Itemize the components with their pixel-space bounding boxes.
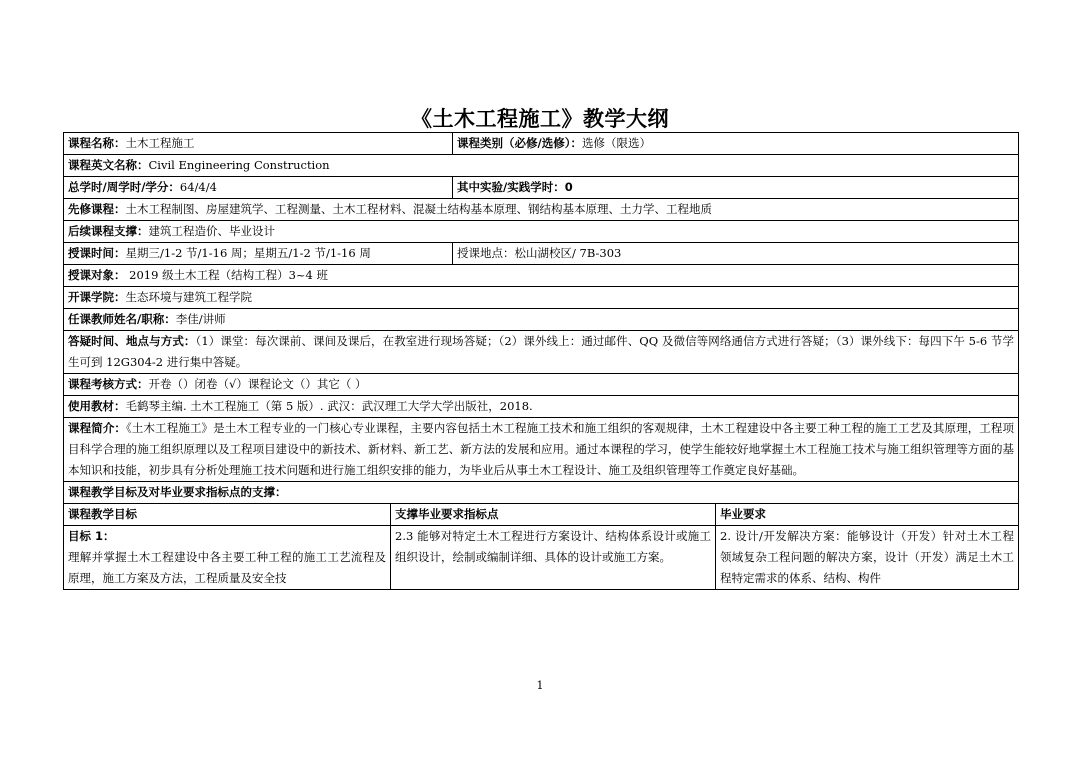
row-college xyxy=(64,287,1019,309)
english-name-value: Civil Engineering Construction xyxy=(148,158,330,172)
row-objectives-headers xyxy=(64,504,1019,526)
goal-1-title: 目标 1： xyxy=(68,529,115,543)
prerequisites-value: 土木工程制图、房屋建筑学、工程测量、土木工程材料、混凝土结构基本原理、钢结构基本原理、土力学、工程地质 xyxy=(125,202,712,216)
row-intro xyxy=(64,418,1019,482)
audience-cell xyxy=(64,265,1019,287)
indicator-1-cell: 2.3 能够对特定土木工程进行方案设计、结构体系设计或施工组织设计，绘制或编制详细、具体的设计或施工方案。 xyxy=(391,526,716,590)
course-name-label: 课程名称： xyxy=(68,136,126,150)
objectives-heading-label: 课程教学目标及对毕业要求指标点的支撑： xyxy=(68,485,287,499)
header-requirement: 毕业要求 xyxy=(716,504,1019,526)
college-label: 开课学院： xyxy=(68,290,126,304)
row-teacher xyxy=(64,309,1019,331)
teacher-cell xyxy=(64,309,1019,331)
qa-label: 答疑时间、地点与方式： xyxy=(68,334,196,348)
row-english-name xyxy=(64,155,1019,177)
hours-value: 64/4/4 xyxy=(179,180,217,194)
objectives-heading-cell xyxy=(64,482,1019,504)
row-textbook xyxy=(64,396,1019,418)
row-audience xyxy=(64,265,1019,287)
assessment-cell xyxy=(64,374,1019,396)
college-cell xyxy=(64,287,1019,309)
course-type-cell xyxy=(453,133,1019,155)
goal-1-cell xyxy=(64,526,391,590)
qa-value: （1）课堂：每次课前、课间及课后，在教室进行现场答疑；（2）课外线上：通过邮件、QQ 及微信等网络通信方式进行答疑；（3）课外线下：每四下午 5-6 节学生可到 12G304-2 进行集中答疑。 xyxy=(68,334,1015,369)
english-name-cell xyxy=(64,155,1019,177)
course-type-value: 选修（限选） xyxy=(581,136,651,150)
document-title: 《土木工程施工》教学大纲 xyxy=(411,107,669,131)
qa-cell xyxy=(64,331,1019,374)
row-qa xyxy=(64,331,1019,374)
schedule-value: 星期三/1-2 节/1-16 周；星期五/1-2 节/1-16 周 xyxy=(125,246,371,260)
intro-label: 课程简介： xyxy=(68,421,127,435)
row-hours xyxy=(64,177,1019,199)
page-number: 1 xyxy=(536,679,544,692)
schedule-label: 授课时间： xyxy=(68,246,126,260)
prerequisites-cell xyxy=(64,199,1019,221)
assessment-label: 课程考核方式： xyxy=(68,377,149,391)
location-cell xyxy=(453,243,1019,265)
row-schedule xyxy=(64,243,1019,265)
textbook-value: 毛鹤琴主编. 土木工程施工（第 5 版）. 武汉：武汉理工大学大学出版社，2018. xyxy=(125,399,533,413)
requirement-1-cell: 2. 设计/开发解决方案：能够设计（开发）针对土木工程领域复杂工程问题的解决方案，设计（开发）满足土木工程特定需求的体系、结构、构件 xyxy=(716,526,1019,590)
follow-up-value: 建筑工程造价、毕业设计 xyxy=(148,224,275,238)
teacher-label: 任课教师姓名/职称： xyxy=(68,312,176,326)
follow-up-label: 后续课程支撑： xyxy=(68,224,149,238)
textbook-label: 使用教材： xyxy=(68,399,126,413)
row-course-name xyxy=(64,133,1019,155)
course-name-cell xyxy=(64,133,453,155)
row-objectives-heading xyxy=(64,482,1019,504)
lab-hours-cell xyxy=(453,177,1019,199)
lab-hours-value: 0 xyxy=(564,180,573,194)
row-prerequisites xyxy=(64,199,1019,221)
intro-value: 《土木工程施工》是土木工程专业的一门核心专业课程，主要内容包括土木工程施工技术和施工组织的客观规律，土木工程建设中各主要工种工程的施工工艺及其原理，工程项目科学合理的施工组织原理以及工程项目建设中的新技术、新材料、新工艺、新方法的发展和应用。通过本课程的学习，使学生能较好地掌握土木工程施工技术与施工组织管理等方面的基本知识和技能，初步具有分析处理施工技术问题和进行施工组织安排的能力，为毕业后从事土木工程设计、施工及组织管理等工作奠定良好基础。 xyxy=(68,421,1015,477)
teacher-value: 李佳/讲师 xyxy=(175,312,226,326)
assessment-value: 开卷（）闭卷（√）课程论文（）其它（ ） xyxy=(148,377,367,391)
course-name-value: 土木工程施工 xyxy=(125,136,195,150)
goal-1-text: 理解并掌握土木工程建设中各主要工种工程的施工工艺流程及原理，施工方案及方法，工程质量及安全技 xyxy=(68,550,386,585)
english-name-label: 课程英文名称： xyxy=(68,158,149,172)
textbook-cell xyxy=(64,396,1019,418)
header-goal: 课程教学目标 xyxy=(64,504,391,526)
row-objective-1 xyxy=(64,526,1019,590)
follow-up-cell xyxy=(64,221,1019,243)
audience-value: 2019 级土木工程（结构工程）3~4 班 xyxy=(125,268,329,282)
lab-hours-label: 其中实验/实践学时： xyxy=(457,180,565,194)
hours-cell xyxy=(64,177,453,199)
hours-label: 总学时/周学时/学分： xyxy=(68,180,180,194)
prerequisites-label: 先修课程： xyxy=(68,202,126,216)
location-value: 授课地点：松山湖校区/ 7B-303 xyxy=(457,246,622,260)
header-indicator: 支撑毕业要求指标点 xyxy=(391,504,716,526)
course-type-label: 课程类别（必修/选修）： xyxy=(457,136,582,150)
row-assessment xyxy=(64,374,1019,396)
schedule-cell xyxy=(64,243,453,265)
intro-cell xyxy=(64,418,1019,482)
audience-label: 授课对象： xyxy=(68,268,126,282)
college-value: 生态环境与建筑工程学院 xyxy=(125,290,252,304)
syllabus-table xyxy=(63,132,1019,590)
row-follow-up xyxy=(64,221,1019,243)
